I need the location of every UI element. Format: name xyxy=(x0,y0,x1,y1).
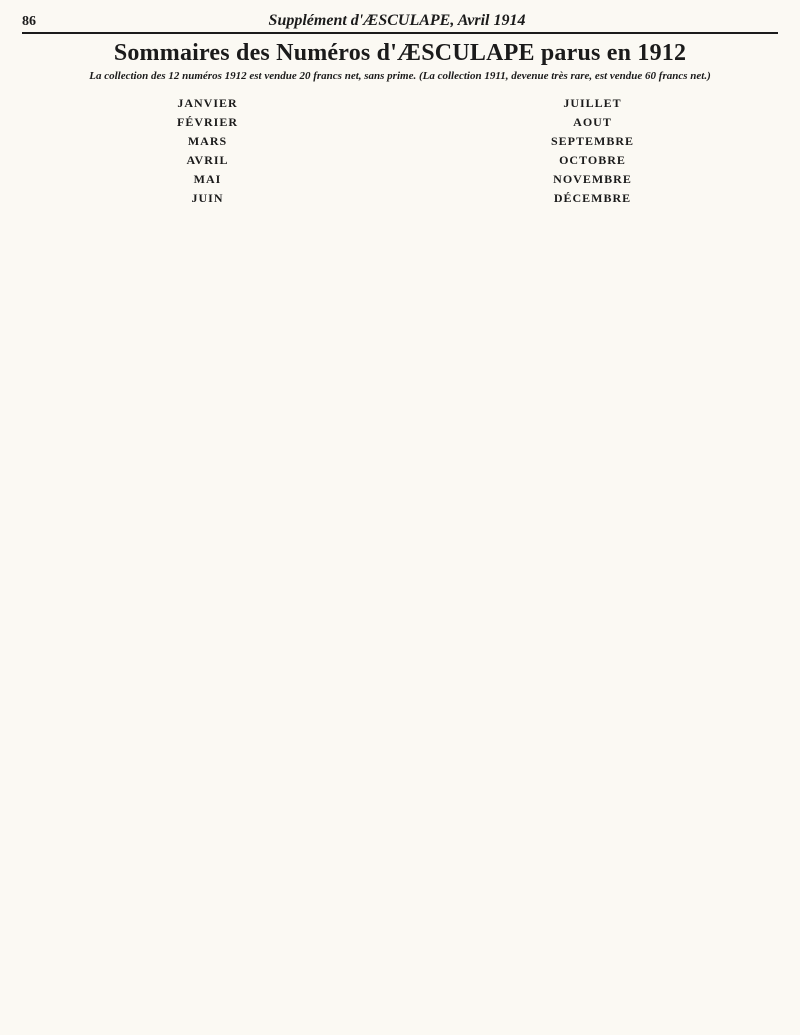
page-header xyxy=(22,12,778,30)
left-column xyxy=(22,92,393,1023)
month-heading: JUIN xyxy=(191,191,224,205)
month-heading: OCTOBRE xyxy=(559,153,626,167)
month-heading: FÉVRIER xyxy=(176,115,238,129)
month-heading: AVRIL xyxy=(186,153,229,167)
month-heading: JANVIER xyxy=(177,96,238,110)
header-rule xyxy=(22,32,778,34)
month-heading: AOUT xyxy=(573,115,612,129)
month-heading: DÉCEMBRE xyxy=(553,191,632,205)
running-head: Supplément d'ÆSCULAPE, Avril 1914 xyxy=(268,12,526,29)
page-subtitle: La collection des 12 numéros 1912 est vendue 20 francs net, sans prime. (La collection 1911, devenue très rare, est vendue 60 francs net.) xyxy=(89,70,711,82)
month-heading: JUILLET xyxy=(563,96,622,110)
page-title: Sommaires des Numéros d'ÆSCULAPE parus en 1912 xyxy=(113,40,687,66)
month-heading: MARS xyxy=(187,134,228,148)
content-columns xyxy=(22,92,778,1023)
month-heading: SEPTEMBRE xyxy=(550,134,634,148)
right-column xyxy=(407,92,778,1023)
page-number: 86 xyxy=(22,14,36,29)
month-heading: NOVEMBRE xyxy=(553,172,632,186)
month-heading: MAI xyxy=(193,172,222,186)
